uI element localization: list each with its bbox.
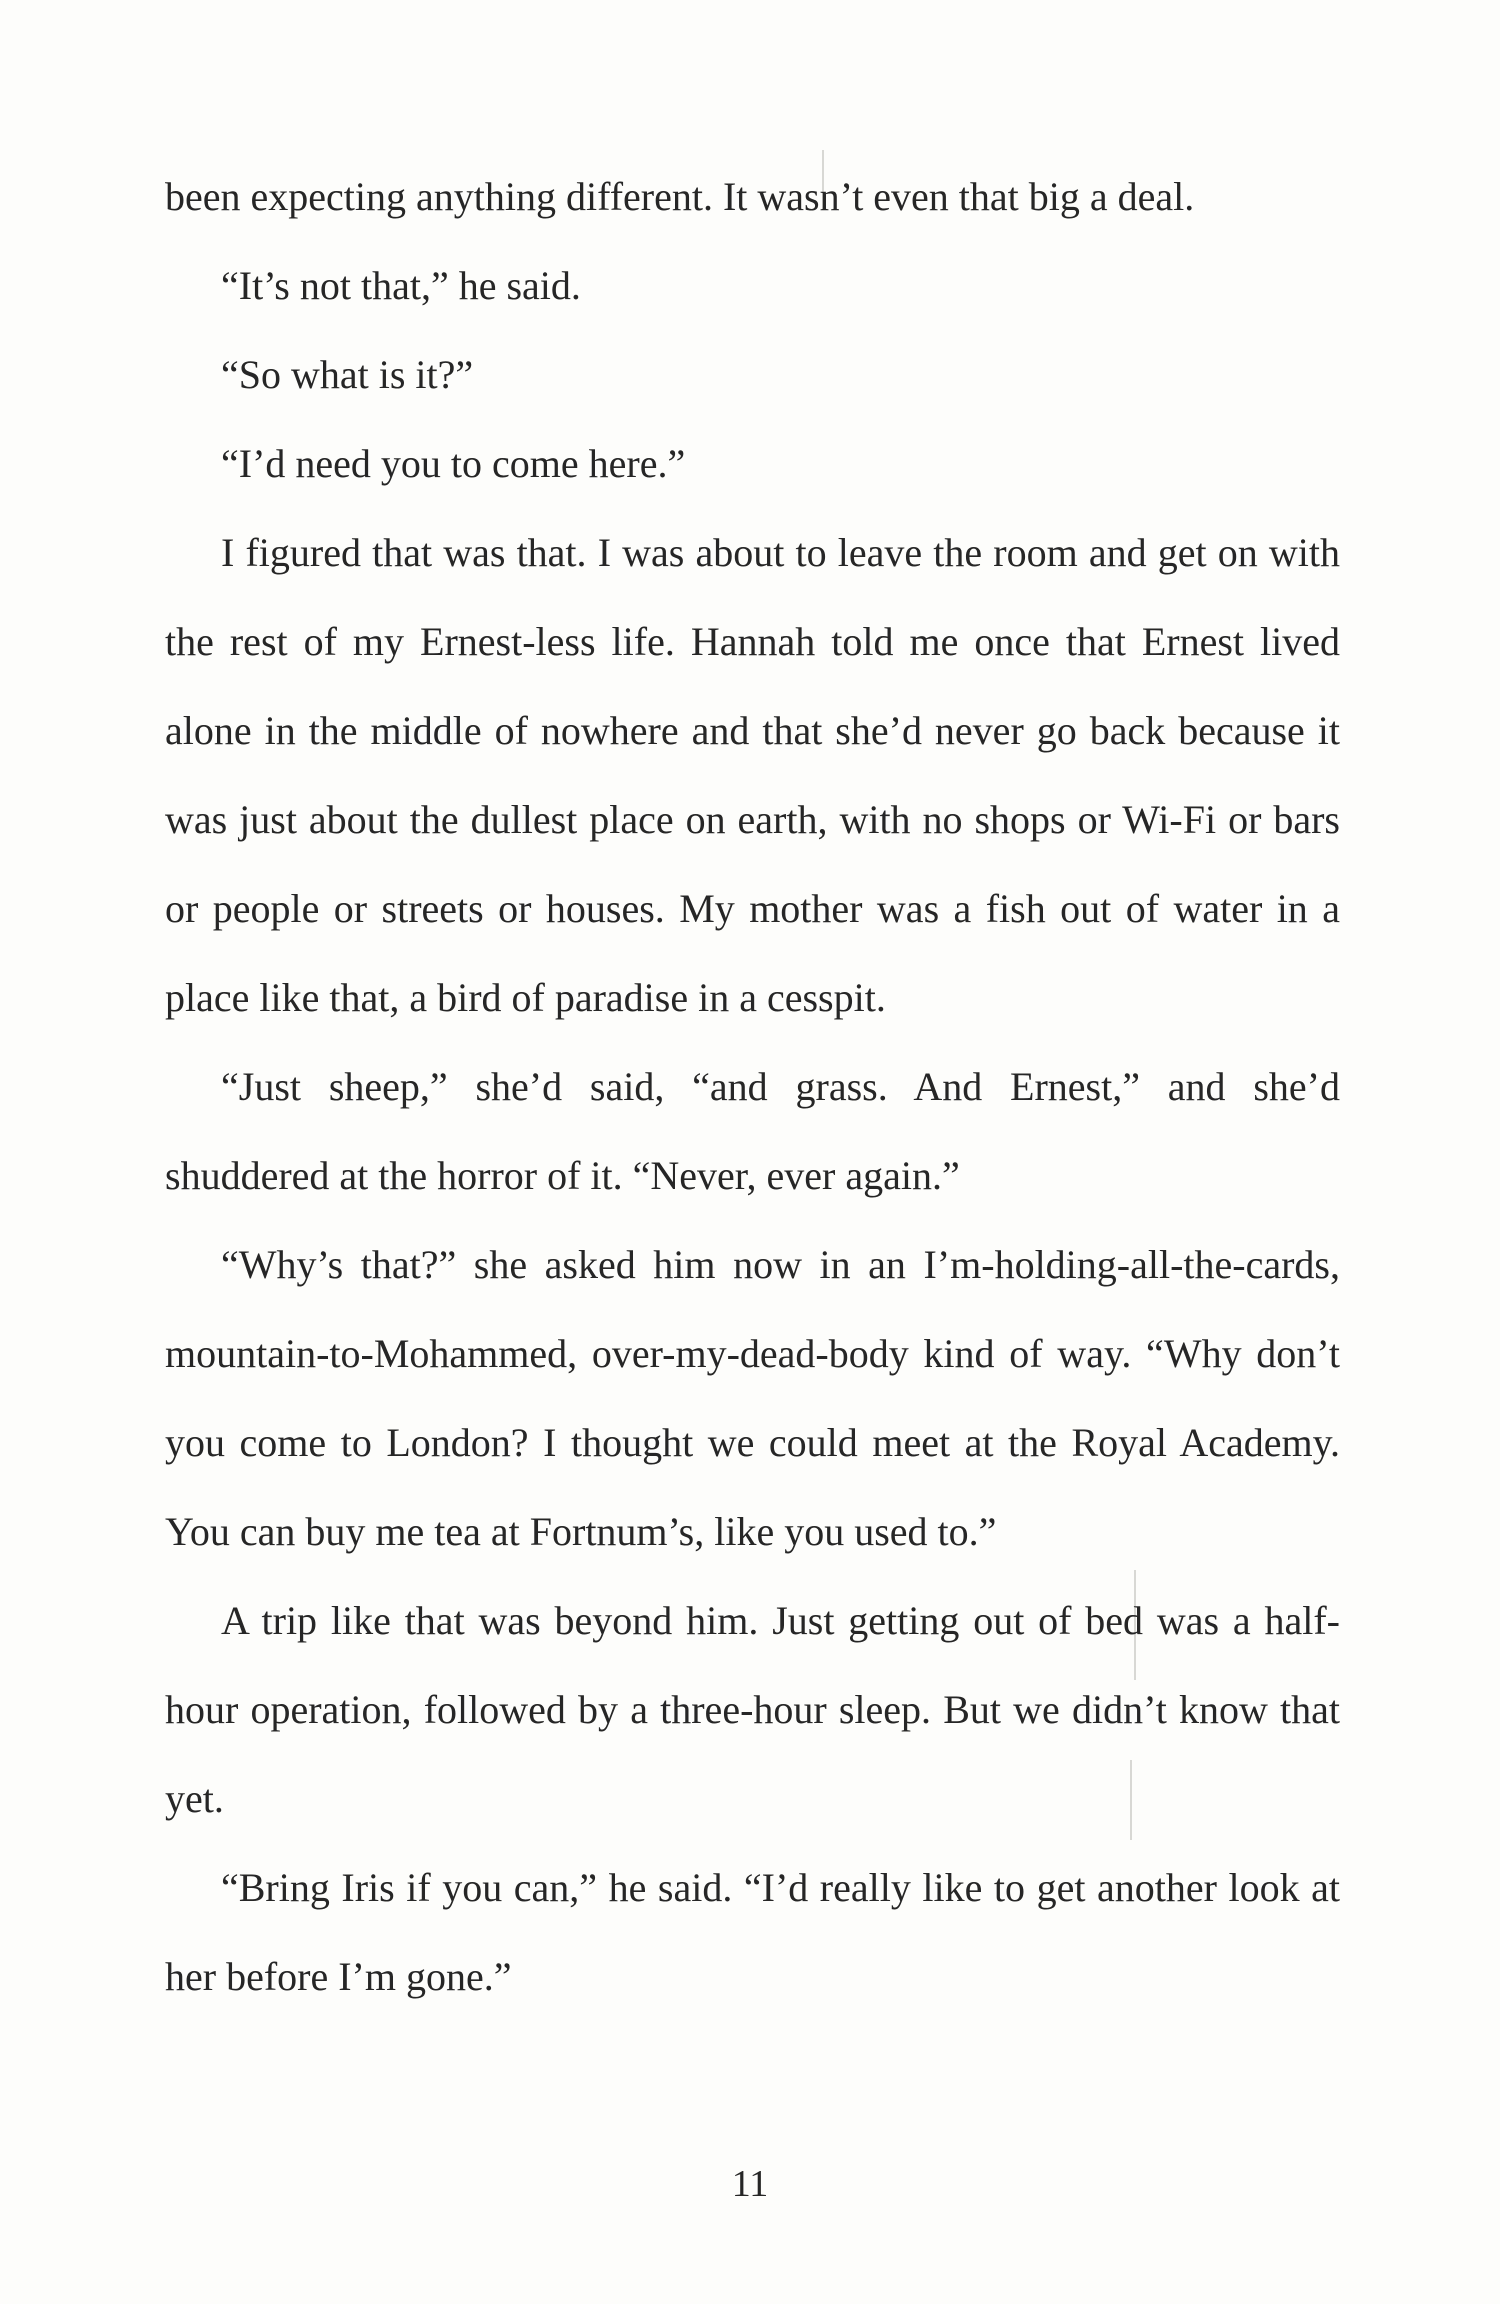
page-number: 11 [731, 2163, 769, 2205]
paragraph: I figured that was that. I was about to leave the room and get on with the rest of my Ernest-less life. Hannah told me once that Ernest lived alone in the middle of nowhere and that she’d never go back because it was just about the dullest place on earth, with no shops or Wi-Fi or bars or people or streets or houses. My mother was a fish out of water in a place like that, a bird of paradise in a cesspit. [165, 530, 1340, 1020]
paragraph: A trip like that was beyond him. Just getting out of bed was a half-hour operation, followed by a three-hour sleep. But we didn’t know that yet. [165, 1598, 1340, 1821]
paragraph: “So what is it?” [221, 352, 474, 397]
paragraph: “Bring Iris if you can,” he said. “I’d really like to get another look at her before I’m gone.” [165, 1865, 1340, 1999]
paragraph: “Why’s that?” she asked him now in an I’m-holding-all-the-cards, mountain-to-Mohammed, over-my-dead-body kind of way. “Why don’t you come to London? I thought we could meet at the Royal Academy. You can buy me tea at Fortnum’s, like you used to.” [165, 1242, 1340, 1554]
paragraph: been expecting anything different. It wasn’t even that big a deal. [165, 174, 1195, 219]
paragraph: “I’d need you to come here.” [221, 441, 686, 486]
paragraph: “Just sheep,” she’d said, “and grass. And Ernest,” and she’d shuddered at the horror of it. “Never, ever again.” [165, 1064, 1340, 1198]
body-text [165, 152, 1340, 2021]
paragraph: “It’s not that,” he said. [221, 263, 581, 308]
